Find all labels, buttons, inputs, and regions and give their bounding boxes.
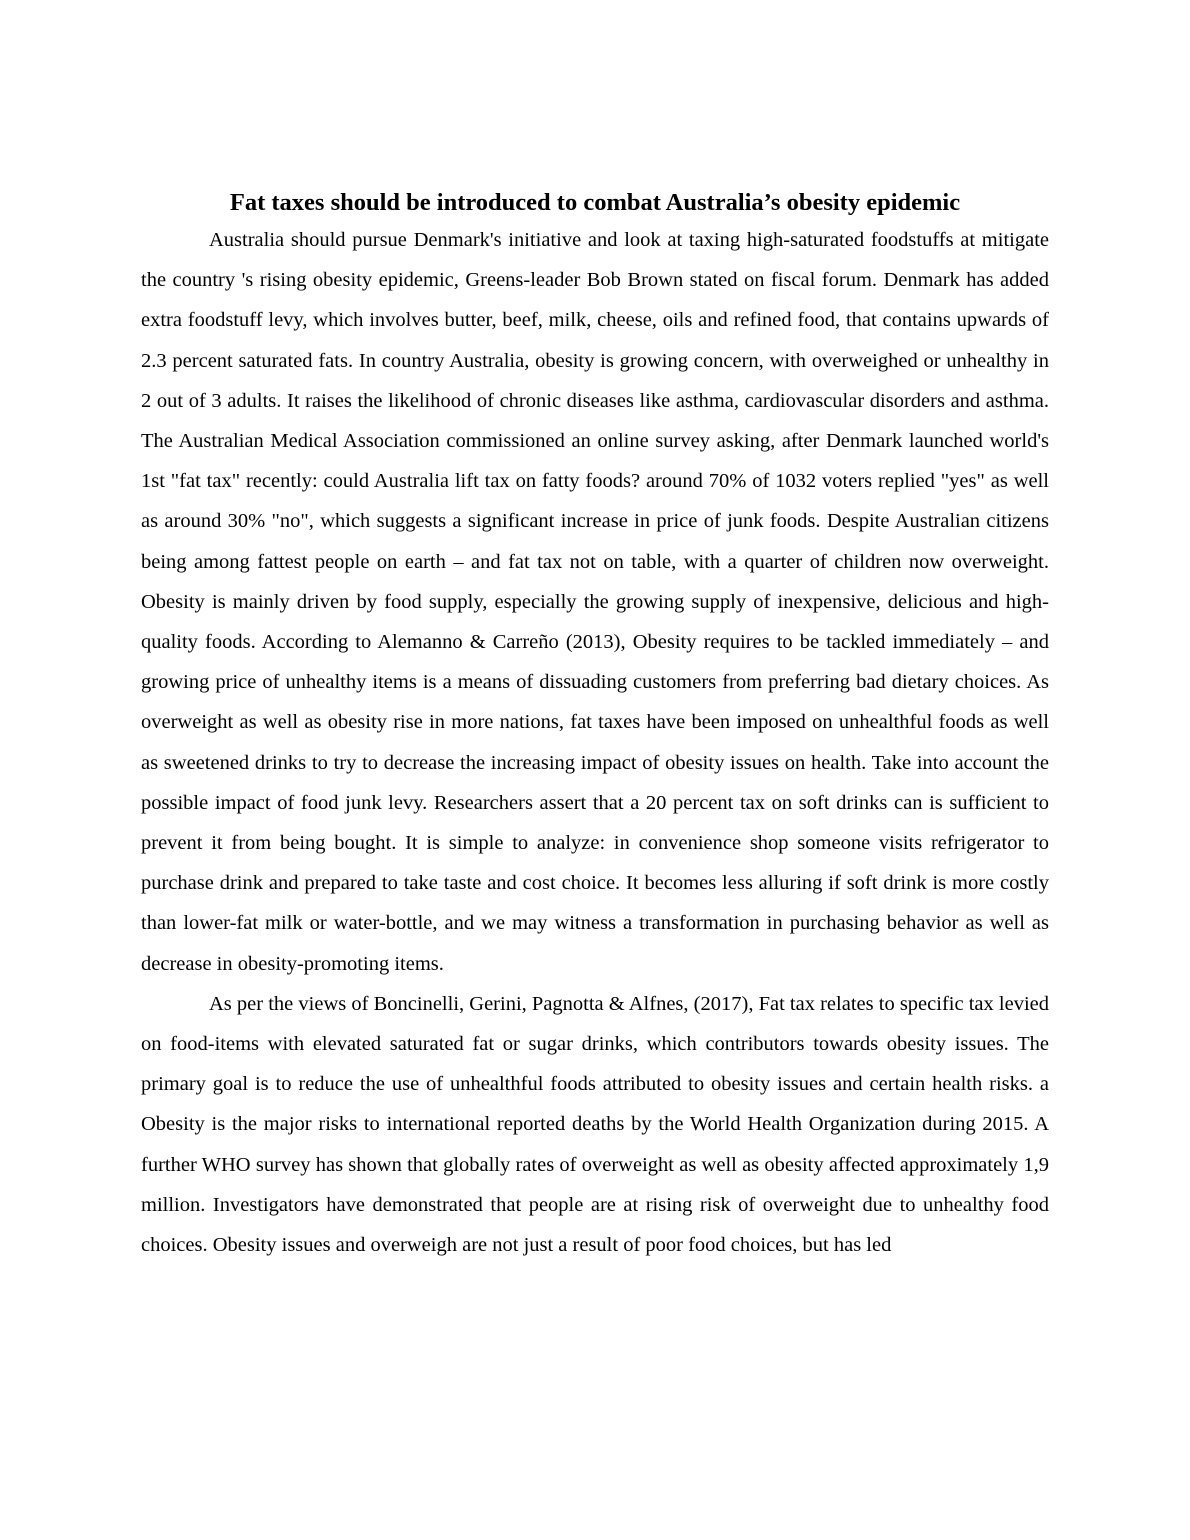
- paragraph-1: Australia should pursue Denmark's initiative and look at taxing high-saturated foodstuffs at mitigate the country 's rising obesity epidemic, Greens-leader Bob Brown stated on fiscal forum. Denmark has added extra foodstuff levy, which involves butter, beef, milk, cheese, oils and refined food, that contains upwards of 2.3 percent saturated fats. In country Australia, obesity is growing concern, with overweighed or unhealthy in 2 out of 3 adults. It raises the likelihood of chronic diseases like asthma, cardiovascular disorders and asthma. The Australian Medical Association commissioned an online survey asking, after Denmark launched world's 1st "fat tax" recently: could Australia lift tax on fatty foods? around 70% of 1032 voters replied "yes" as well as around 30% "no", which suggests a significant increase in price of junk foods. Despite Australian citizens being among fattest people on earth – and fat tax not on table, with a quarter of children now overweight. Obesity is mainly driven by food supply, especially the growing supply of inexpensive, delicious and high-quality foods. According to Alemanno & Carreño (2013), Obesity requires to be tackled immediately – and growing price of unhealthy items is a means of dissuading customers from preferring bad dietary choices. As overweight as well as obesity rise in more nations, fat taxes have been imposed on unhealthful foods as well as sweetened drinks to try to decrease the increasing impact of obesity issues on health. Take into account the possible impact of food junk levy. Researchers assert that a 20 percent tax on soft drinks can is sufficient to prevent it from being bought. It is simple to analyze: in convenience shop someone visits refrigerator to purchase drink and prepared to take taste and cost choice. It becomes less alluring if soft drink is more costly than lower-fat milk or water-bottle, and we may witness a transformation in purchasing behavior as well as decrease in obesity-promoting items.: [141, 229, 1049, 975]
- paragraph-2: As per the views of Boncinelli, Gerini, Pagnotta & Alfnes, (2017), Fat tax relates to specific tax levied on food-items with elevated saturated fat or sugar drinks, which contributors towards obesity issues. The primary goal is to reduce the use of unhealthful foods attributed to obesity issues and certain health risks. a Obesity is the major risks to international reported deaths by the World Health Organization during 2015. A further WHO survey has shown that globally rates of overweight as well as obesity affected approximately 1,9 million. Investigators have demonstrated that people are at rising risk of overweight due to unhealthy food choices. Obesity issues and overweigh are not just a result of poor food choices, but has led: [141, 992, 1049, 1257]
- document-body: [141, 186, 1049, 1265]
- document-title: Fat taxes should be introduced to combat Australia’s obesity epidemic: [229, 189, 961, 216]
